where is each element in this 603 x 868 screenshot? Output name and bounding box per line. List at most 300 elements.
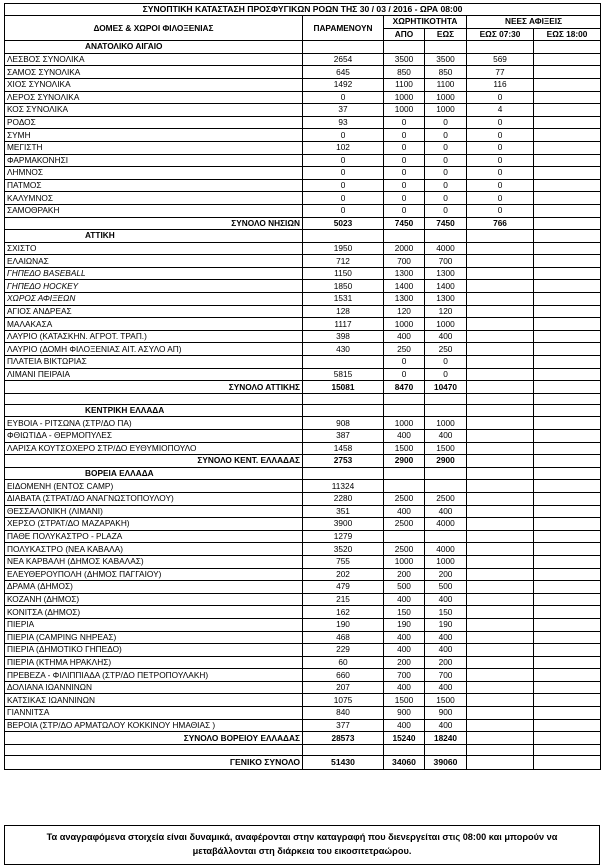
facility-name: ΣΑΜΟΣ ΣΥΝΟΛΙΚΑ [5, 66, 303, 79]
cell-a2 [534, 568, 601, 581]
cell-a1 [467, 669, 534, 682]
facility-name: ΛΑΡΙΣΑ ΚΟΥΤΣΟΧΕΡΟ ΣΤΡ/ΔΟ ΕΥΘΥΜΙΟΠΟΥΛΟ [5, 442, 303, 455]
facility-name: ΧΩΡΟΣ ΑΦΙΞΕΩΝ [5, 293, 303, 306]
cell-from: 1400 [384, 280, 425, 293]
cell-from: 400 [384, 593, 425, 606]
cell-to: 0 [425, 192, 467, 205]
facility-name: ΕΙΔΟΜΕΝΗ (ΕΝΤΟΣ CAMP) [5, 480, 303, 493]
section-total-row [5, 217, 601, 230]
cell-a1 [467, 343, 534, 356]
cell-a1 [467, 618, 534, 631]
table-row [5, 330, 601, 343]
section-empty-cell [534, 41, 601, 54]
cell-a1: 77 [467, 66, 534, 79]
cell-rem: 0 [303, 129, 384, 142]
table-row [5, 192, 601, 205]
cell-a2 [534, 267, 601, 280]
facility-name: ΛΙΜΑΝΙ ΠΕΙΡΑΙΑ [5, 368, 303, 381]
section-empty-cell [467, 467, 534, 480]
cell-a2 [534, 455, 601, 468]
facility-name: ΣΑΜΟΘΡΑΚΗ [5, 204, 303, 217]
cell-from: 150 [384, 606, 425, 619]
section-total-row [5, 455, 601, 468]
table-row [5, 305, 601, 318]
table-row [5, 505, 601, 518]
section-empty-cell [467, 41, 534, 54]
cell-a1 [467, 707, 534, 720]
cell-rem: 3900 [303, 518, 384, 531]
cell-a2 [534, 518, 601, 531]
facility-name: ΠΑΘΕ ΠΟΛΥΚΑΣΤΡΟ - PLAZA [5, 530, 303, 543]
facility-name: ΚΑΛΥΜΝΟΣ [5, 192, 303, 205]
facility-name: ΣΧΙΣΤΟ [5, 242, 303, 255]
cell-to: 400 [425, 631, 467, 644]
cell-rem: 755 [303, 555, 384, 568]
grand-total-row [5, 755, 601, 769]
cell-from: 1300 [384, 267, 425, 280]
cell-a2 [534, 280, 601, 293]
section-name: ΚΕΝΤΡΙΚΗ ΕΛΛΑΔΑ [5, 404, 303, 417]
cell-from: 200 [384, 656, 425, 669]
facility-name: ΠΙΕΡΙΑ (CAMPING ΝΗΡΕΑΣ) [5, 631, 303, 644]
table-row [5, 343, 601, 356]
section-total-row [5, 732, 601, 745]
cell-a2 [534, 681, 601, 694]
cell-a1 [467, 305, 534, 318]
cell-to: 120 [425, 305, 467, 318]
cell-rem: 1150 [303, 267, 384, 280]
table-row [5, 631, 601, 644]
cell-rem: 1531 [303, 293, 384, 306]
cell-from: 2500 [384, 543, 425, 556]
blank-cell [425, 744, 467, 755]
table-row [5, 293, 601, 306]
cell-a1: 4 [467, 104, 534, 117]
cell-to: 1000 [425, 91, 467, 104]
cell-from: 1000 [384, 318, 425, 331]
cell-rem: 2753 [303, 455, 384, 468]
cell-to: 0 [425, 179, 467, 192]
cell-to: 1300 [425, 293, 467, 306]
cell-a2 [534, 694, 601, 707]
cell-a1 [467, 368, 534, 381]
facility-name: ΔΟΛΙΑΝΑ ΙΩΑΝΝΙΝΩΝ [5, 681, 303, 694]
header-to: ΕΩΣ [425, 28, 467, 41]
cell-a2 [534, 505, 601, 518]
section-empty-cell [425, 41, 467, 54]
cell-a1: 0 [467, 192, 534, 205]
cell-rem: 1850 [303, 280, 384, 293]
cell-to: 39060 [425, 755, 467, 769]
cell-to: 200 [425, 568, 467, 581]
cell-to: 1000 [425, 104, 467, 117]
table-row [5, 555, 601, 568]
header-until-0730: ΕΩΣ 07:30 [467, 28, 534, 41]
cell-a2 [534, 217, 601, 230]
cell-to: 0 [425, 167, 467, 180]
section-empty-cell [384, 404, 425, 417]
facility-name: ΚΟΝΙΤΣΑ (ΔΗΜΟΣ) [5, 606, 303, 619]
section-header-row [5, 230, 601, 243]
cell-rem: 11324 [303, 480, 384, 493]
table-row [5, 318, 601, 331]
blank-cell [467, 744, 534, 755]
header-new-arrivals: ΝΕΕΣ ΑΦΙΞΕΙΣ [467, 16, 601, 29]
facility-name: ΛΑΥΡΙΟ (ΔΟΜΗ ΦΙΛΟΞΕΝΙΑΣ ΑΙΤ. ΑΣΥΛΟ ΑΠ) [5, 343, 303, 356]
facility-name: ΓΗΠΕΔΟ HOCKEY [5, 280, 303, 293]
table-row [5, 154, 601, 167]
cell-to: 4000 [425, 518, 467, 531]
cell-a2 [534, 732, 601, 745]
section-empty-cell [384, 41, 425, 54]
cell-a1 [467, 242, 534, 255]
table-row [5, 368, 601, 381]
facility-name: ΜΑΛΑΚΑΣΑ [5, 318, 303, 331]
cell-a2 [534, 330, 601, 343]
cell-a1 [467, 505, 534, 518]
section-empty-cell [303, 404, 384, 417]
cell-a1: 0 [467, 179, 534, 192]
cell-to: 1400 [425, 280, 467, 293]
facility-name: ΓΙΑΝΝΙΤΣΑ [5, 707, 303, 720]
table-row [5, 167, 601, 180]
cell-from: 850 [384, 66, 425, 79]
section-empty-cell [384, 467, 425, 480]
cell-to: 2900 [425, 455, 467, 468]
cell-a2 [534, 192, 601, 205]
cell-rem: 51430 [303, 755, 384, 769]
cell-a1 [467, 593, 534, 606]
cell-a2 [534, 66, 601, 79]
cell-a2 [534, 242, 601, 255]
cell-to: 3500 [425, 53, 467, 66]
cell-a2 [534, 530, 601, 543]
blank-cell [425, 393, 467, 404]
cell-to: 400 [425, 505, 467, 518]
cell-a2 [534, 141, 601, 154]
cell-to: 1000 [425, 417, 467, 430]
cell-from: 200 [384, 568, 425, 581]
cell-from: 0 [384, 179, 425, 192]
cell-rem: 128 [303, 305, 384, 318]
table-row [5, 669, 601, 682]
cell-a2 [534, 179, 601, 192]
facility-name: ΜΕΓΙΣΤΗ [5, 141, 303, 154]
table-row [5, 91, 601, 104]
cell-a2 [534, 104, 601, 117]
cell-from [384, 480, 425, 493]
cell-from: 400 [384, 644, 425, 657]
cell-from: 2000 [384, 242, 425, 255]
table-row [5, 568, 601, 581]
facility-name: ΠΙΕΡΙΑ [5, 618, 303, 631]
cell-to: 1000 [425, 318, 467, 331]
section-empty-cell [303, 230, 384, 243]
cell-a2 [534, 78, 601, 91]
cell-from: 700 [384, 255, 425, 268]
table-row [5, 593, 601, 606]
table-row [5, 204, 601, 217]
cell-a1 [467, 318, 534, 331]
cell-from: 2900 [384, 455, 425, 468]
cell-from: 900 [384, 707, 425, 720]
cell-from: 400 [384, 330, 425, 343]
cell-from: 0 [384, 167, 425, 180]
cell-to [425, 530, 467, 543]
cell-a2 [534, 381, 601, 394]
cell-from: 2500 [384, 492, 425, 505]
cell-a1 [467, 518, 534, 531]
blank-cell [5, 393, 303, 404]
cell-to: 0 [425, 368, 467, 381]
blank-cell [467, 393, 534, 404]
cell-from: 0 [384, 116, 425, 129]
table-row [5, 518, 601, 531]
cell-a1 [467, 555, 534, 568]
table-row [5, 492, 601, 505]
table-row [5, 53, 601, 66]
cell-to: 500 [425, 581, 467, 594]
facility-name: ΦΘΙΩΤΙΔΑ - ΘΕΡΜΟΠΥΛΕΣ [5, 430, 303, 443]
cell-from: 0 [384, 204, 425, 217]
cell-rem: 5815 [303, 368, 384, 381]
section-name: ΒΟΡΕΙΑ ΕΛΛΑΔΑ [5, 467, 303, 480]
facility-name: ΣΥΜΗ [5, 129, 303, 142]
cell-a1 [467, 430, 534, 443]
table-row [5, 66, 601, 79]
table-row [5, 255, 601, 268]
cell-to: 1500 [425, 442, 467, 455]
cell-a1 [467, 606, 534, 619]
cell-a1 [467, 755, 534, 769]
facility-name: ΧΕΡΣΟ (ΣΤΡΑΤ/ΔΟ ΜΑΖΑΡΑΚΗ) [5, 518, 303, 531]
report-title: ΣΥΝΟΠΤΙΚΗ ΚΑΤΑΣΤΑΣΗ ΠΡΟΣΦΥΓΙΚΩΝ ΡΟΩΝ ΤΗΣ 30 / 03 / 2016 - ΩΡΑ 08:00 [5, 4, 601, 16]
cell-a1 [467, 631, 534, 644]
cell-from: 7450 [384, 217, 425, 230]
section-name: ΑΤΤΙΚΗ [5, 230, 303, 243]
total-label: ΣΥΝΟΛΟ ΝΗΣΙΩΝ [5, 217, 303, 230]
cell-a2 [534, 480, 601, 493]
cell-from: 0 [384, 141, 425, 154]
cell-rem: 102 [303, 141, 384, 154]
table-row [5, 417, 601, 430]
facility-name: ΘΕΣΣΑΛΟΝΙΚΗ (ΛΙΜΑΝΙ) [5, 505, 303, 518]
cell-to: 150 [425, 606, 467, 619]
cell-a1: 766 [467, 217, 534, 230]
table-row [5, 644, 601, 657]
cell-to: 0 [425, 129, 467, 142]
facility-name: ΚΟΖΑΝΗ (ΔΗΜΟΣ) [5, 593, 303, 606]
cell-a2 [534, 417, 601, 430]
facility-name: ΒΕΡΟΙΑ (ΣΤΡ/ΔΟ ΑΡΜΑΤΩΛΟΥ ΚΟΚΚΙΝΟΥ ΗΜΑΘΙΑΣ ) [5, 719, 303, 732]
cell-from: 400 [384, 430, 425, 443]
title-row [5, 4, 601, 16]
section-empty-cell [534, 230, 601, 243]
facility-name: ΛΗΜΝΟΣ [5, 167, 303, 180]
cell-from: 1100 [384, 78, 425, 91]
cell-rem: 1492 [303, 78, 384, 91]
cell-rem: 377 [303, 719, 384, 732]
blank-row [5, 744, 601, 755]
section-empty-cell [467, 230, 534, 243]
cell-from: 0 [384, 368, 425, 381]
cell-from: 0 [384, 356, 425, 369]
cell-rem: 840 [303, 707, 384, 720]
cell-a1 [467, 417, 534, 430]
cell-to: 400 [425, 644, 467, 657]
cell-a2 [534, 255, 601, 268]
table-row [5, 116, 601, 129]
cell-from: 8470 [384, 381, 425, 394]
cell-from: 400 [384, 719, 425, 732]
cell-a1: 0 [467, 116, 534, 129]
cell-from: 400 [384, 505, 425, 518]
cell-to: 400 [425, 681, 467, 694]
cell-a2 [534, 356, 601, 369]
cell-from: 0 [384, 129, 425, 142]
cell-rem: 229 [303, 644, 384, 657]
cell-to: 1100 [425, 78, 467, 91]
total-label: ΣΥΝΟΛΟ ΚΕΝΤ. ΕΛΛΑΔΑΣ [5, 455, 303, 468]
table-row [5, 267, 601, 280]
cell-from: 120 [384, 305, 425, 318]
cell-to: 190 [425, 618, 467, 631]
section-total-row [5, 381, 601, 394]
cell-a2 [534, 343, 601, 356]
cell-from: 400 [384, 681, 425, 694]
cell-to: 700 [425, 669, 467, 682]
section-empty-cell [534, 404, 601, 417]
table-row [5, 707, 601, 720]
cell-to: 400 [425, 330, 467, 343]
section-empty-cell [384, 230, 425, 243]
cell-a2 [534, 154, 601, 167]
facility-name: ΕΛΕΥΘΕΡΟΥΠΟΛΗ (ΔΗΜΟΣ ΠΑΓΓΑΙΟΥ) [5, 568, 303, 581]
facility-name: ΦΑΡΜΑΚΟΝΗΣΙ [5, 154, 303, 167]
cell-rem: 0 [303, 154, 384, 167]
blank-row [5, 393, 601, 404]
cell-from: 3500 [384, 53, 425, 66]
cell-a2 [534, 430, 601, 443]
cell-a1 [467, 330, 534, 343]
cell-a1 [467, 480, 534, 493]
cell-a1 [467, 719, 534, 732]
cell-to: 400 [425, 430, 467, 443]
facility-name: ΛΕΡΟΣ ΣΥΝΟΛΙΚΑ [5, 91, 303, 104]
cell-rem: 0 [303, 91, 384, 104]
facility-name: ΠΙΕΡΙΑ (ΚΤΗΜΑ ΗΡΑΚΛΗΣ) [5, 656, 303, 669]
cell-a1 [467, 492, 534, 505]
total-label: ΓΕΝΙΚΟ ΣΥΝΟΛΟ [5, 755, 303, 769]
cell-to: 18240 [425, 732, 467, 745]
cell-a2 [534, 618, 601, 631]
header-from: ΑΠΟ [384, 28, 425, 41]
cell-a2 [534, 204, 601, 217]
cell-rem: 1075 [303, 694, 384, 707]
cell-from: 15240 [384, 732, 425, 745]
cell-a1: 0 [467, 204, 534, 217]
cell-rem: 0 [303, 192, 384, 205]
table-row [5, 280, 601, 293]
blank-cell [303, 393, 384, 404]
cell-to: 0 [425, 141, 467, 154]
cell-a1: 116 [467, 78, 534, 91]
cell-to: 0 [425, 356, 467, 369]
table-row [5, 606, 601, 619]
cell-to: 400 [425, 719, 467, 732]
cell-a2 [534, 644, 601, 657]
cell-a2 [534, 442, 601, 455]
cell-to: 900 [425, 707, 467, 720]
cell-rem: 1950 [303, 242, 384, 255]
cell-a2 [534, 755, 601, 769]
cell-a1: 0 [467, 91, 534, 104]
cell-rem: 190 [303, 618, 384, 631]
cell-a1 [467, 581, 534, 594]
cell-rem: 5023 [303, 217, 384, 230]
table-row [5, 356, 601, 369]
header-remaining: ΠΑΡΑΜΕΝΟΥΝ [303, 16, 384, 41]
table-row [5, 656, 601, 669]
cell-rem: 60 [303, 656, 384, 669]
cell-a2 [534, 305, 601, 318]
facility-name: ΚΑΤΣΙΚΑΣ ΙΩΑΝΝΙΝΩΝ [5, 694, 303, 707]
facility-name: ΔΡΑΜΑ (ΔΗΜΟΣ) [5, 581, 303, 594]
facility-name: ΠΡΕΒΕΖΑ - ΦΙΛΙΠΠΙΑΔΑ (ΣΤΡ/ΔΟ ΠΕΤΡΟΠΟΥΛΑΚΗ) [5, 669, 303, 682]
cell-rem: 3520 [303, 543, 384, 556]
header-capacity: ΧΩΡΗΤΙΚΟΤΗΤΑ [384, 16, 467, 29]
facility-name: ΝΕΑ ΚΑΡΒΑΛΗ (ΔΗΜΟΣ ΚΑΒΑΛΑΣ) [5, 555, 303, 568]
footnote-box [4, 825, 600, 865]
cell-to: 400 [425, 593, 467, 606]
blank-cell [384, 393, 425, 404]
table-row [5, 78, 601, 91]
table-row [5, 129, 601, 142]
cell-from: 0 [384, 192, 425, 205]
facility-name: ΡΟΔΟΣ [5, 116, 303, 129]
cell-to: 850 [425, 66, 467, 79]
table-row [5, 442, 601, 455]
total-label: ΣΥΝΟΛΟ ΑΤΤΙΚΗΣ [5, 381, 303, 394]
cell-rem: 430 [303, 343, 384, 356]
cell-a1 [467, 644, 534, 657]
footnote-line-2: μεταβάλλονται στη διάρκεια του εικοσιτετραώρου. [192, 846, 412, 856]
cell-to: 250 [425, 343, 467, 356]
cell-a2 [534, 669, 601, 682]
cell-to: 7450 [425, 217, 467, 230]
cell-rem: 0 [303, 167, 384, 180]
blank-cell [384, 744, 425, 755]
blank-cell [303, 744, 384, 755]
cell-rem: 37 [303, 104, 384, 117]
cell-from: 1000 [384, 417, 425, 430]
cell-rem: 1117 [303, 318, 384, 331]
cell-rem: 351 [303, 505, 384, 518]
facility-name: ΛΕΣΒΟΣ ΣΥΝΟΛΙΚΑ [5, 53, 303, 66]
cell-a1 [467, 543, 534, 556]
cell-a1 [467, 442, 534, 455]
facility-name: ΚΟΣ ΣΥΝΟΛΙΚΑ [5, 104, 303, 117]
cell-a2 [534, 368, 601, 381]
cell-a2 [534, 116, 601, 129]
cell-a2 [534, 167, 601, 180]
cell-rem: 93 [303, 116, 384, 129]
cell-a1: 0 [467, 167, 534, 180]
section-header-row [5, 41, 601, 54]
cell-from: 2500 [384, 518, 425, 531]
cell-from: 500 [384, 581, 425, 594]
cell-a2 [534, 719, 601, 732]
